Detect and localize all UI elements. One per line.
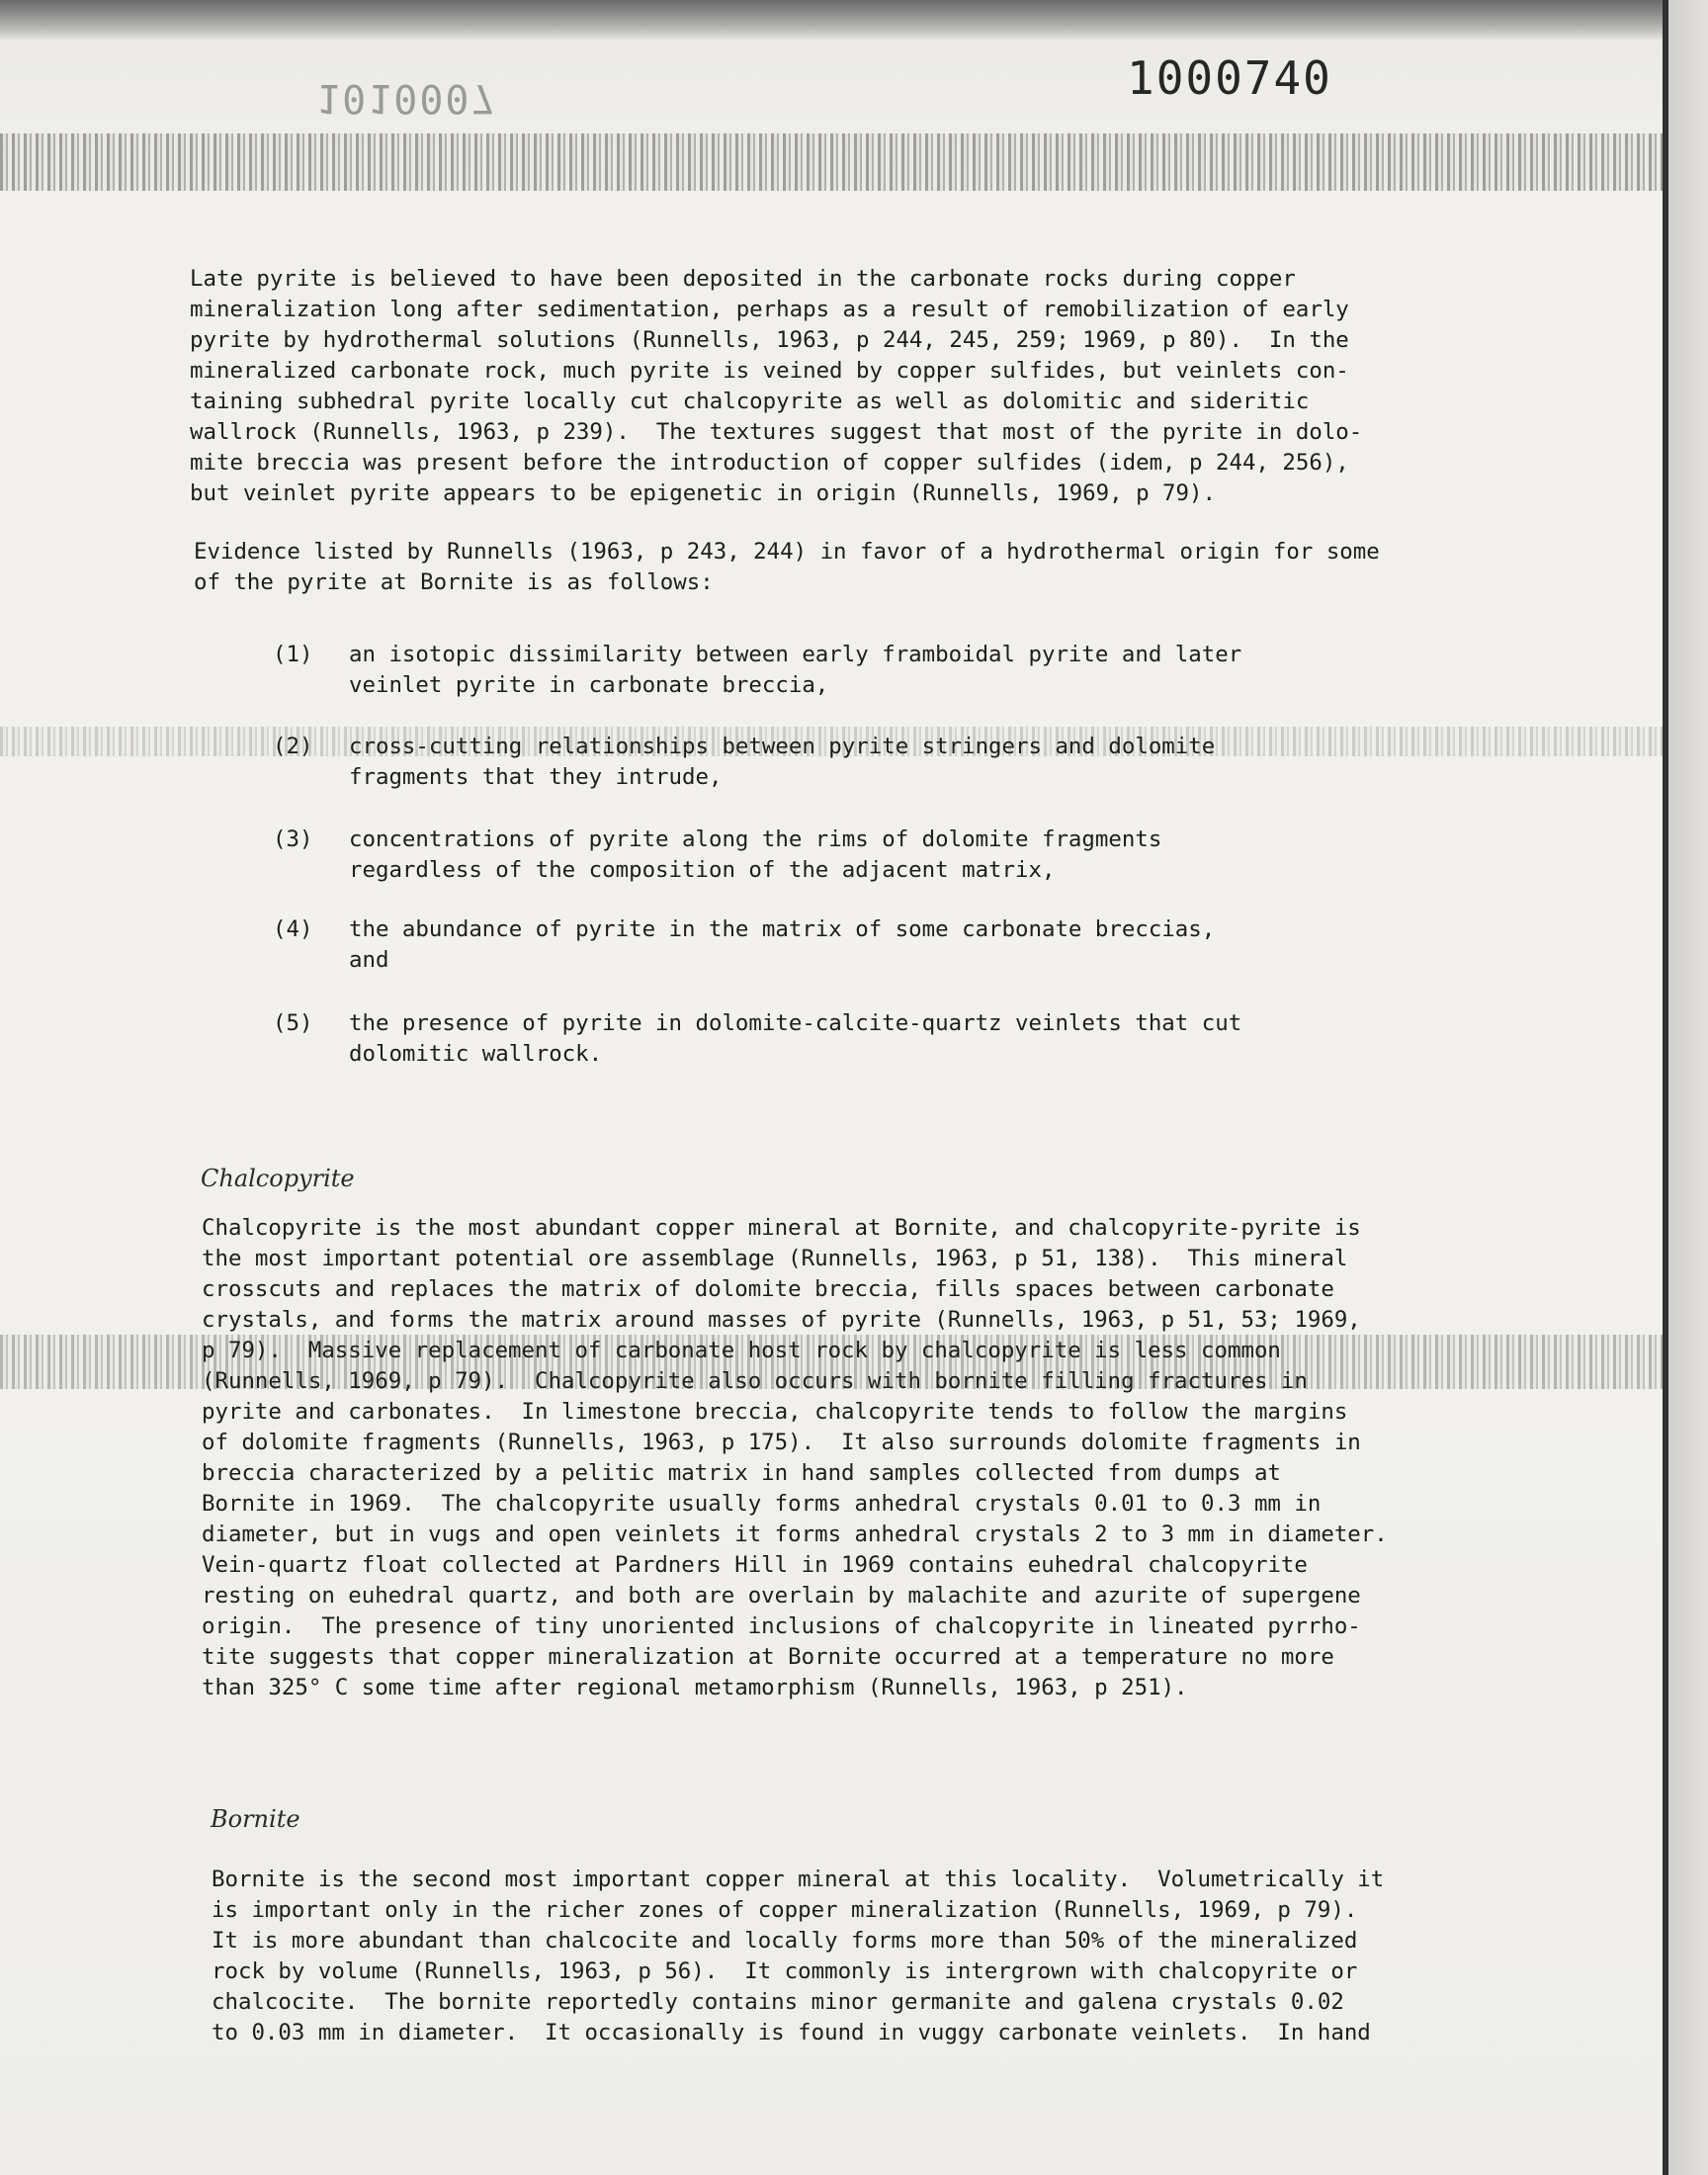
list-item-text	[349, 1008, 1241, 1070]
text-line: wallrock (Runnells, 1963, p 239). The textures suggest that most of the pyrite in dolo-	[190, 419, 1363, 445]
list-item-number: (3)	[273, 826, 313, 852]
text-line: but veinlet pyrite appears to be epigenetic in origin (Runnells, 1969, p 79).	[190, 480, 1216, 506]
text-line: of the pyrite at Bornite is as follows:	[194, 569, 714, 595]
text-line: Late pyrite is believed to have been deposited in the carbonate rocks during copper	[190, 266, 1296, 292]
paragraph-late-pyrite	[190, 264, 1362, 509]
text-line: mite breccia was present before the introduction of copper sulfides (idem, p 244, 256),	[190, 450, 1349, 476]
text-line: an isotopic dissimilarity between early framboidal pyrite and later	[349, 642, 1242, 667]
text-line: the presence of pyrite in dolomite-calcite-quartz veinlets that cut	[349, 1010, 1242, 1036]
text-line: It is more abundant than chalcocite and locally forms more than 50% of the mineralized	[212, 1928, 1358, 1954]
ghost-document-number: 1010007	[316, 75, 497, 121]
text-line: crystals, and forms the matrix around masses of pyrite (Runnells, 1963, p 51, 53; 1969,	[202, 1307, 1361, 1333]
list-item-text	[349, 825, 1161, 886]
text-line: tite suggests that copper mineralization at Bornite occurred at a temperature no more	[202, 1644, 1334, 1670]
paragraph-evidence	[194, 537, 1380, 598]
text-line: diameter, but in vugs and open veinlets it forms anhedral crystals 2 to 3 mm in diameter.	[202, 1522, 1388, 1547]
text-line: rock by volume (Runnells, 1963, p 56). It commonly is intergrown with chalcopyrite or	[212, 1958, 1358, 1984]
text-line: origin. The presence of tiny unoriented inclusions of chalcopyrite in lineated pyrrho-	[202, 1613, 1361, 1639]
paragraph-bornite	[212, 1865, 1384, 2048]
text-line: concentrations of pyrite along the rims of dolomite fragments	[349, 826, 1162, 852]
evidence-list-item	[273, 914, 1409, 978]
document-number: 1000740	[1127, 51, 1332, 105]
text-line: breccia characterized by a pelitic matrix in hand samples collected from dumps at	[202, 1460, 1281, 1486]
evidence-list-item	[273, 825, 1409, 888]
evidence-list-item	[273, 1008, 1409, 1072]
heading-chalcopyrite: Chalcopyrite	[201, 1165, 355, 1192]
text-line: Vein-quartz float collected at Pardners Hill in 1969 contains euhedral chalcopyrite	[202, 1552, 1308, 1578]
text-line: fragments that they intrude,	[349, 764, 723, 790]
text-line: chalcocite. The bornite reportedly contains minor germanite and galena crystals 0.02	[212, 1989, 1344, 2015]
text-line: mineralization long after sedimentation, perhaps as a result of remobilization of early	[190, 297, 1349, 322]
text-line: Chalcopyrite is the most abundant copper mineral at Bornite, and chalcopyrite-pyrite is	[202, 1215, 1361, 1241]
text-line: than 325° C some time after regional metamorphism (Runnells, 1963, p 251).	[202, 1675, 1188, 1700]
scan-top-shadow	[0, 0, 1708, 40]
list-item-number: (4)	[273, 916, 313, 942]
text-line: resting on euhedral quartz, and both are overlain by malachite and azurite of supergene	[202, 1583, 1361, 1609]
text-line: of dolomite fragments (Runnells, 1963, p 175). It also surrounds dolomite fragments in	[202, 1430, 1361, 1455]
list-item-text	[349, 914, 1215, 976]
text-line: regardless of the composition of the adjacent matrix,	[349, 857, 1056, 883]
text-line: pyrite by hydrothermal solutions (Runnells, 1963, p 244, 245, 259; 1969, p 80). In the	[190, 327, 1349, 353]
text-line: taining subhedral pyrite locally cut chalcopyrite as well as dolomitic and sideritic	[190, 389, 1310, 414]
evidence-list-item	[273, 640, 1409, 703]
text-line: Evidence listed by Runnells (1963, p 243, 244) in favor of a hydrothermal origin for some	[194, 539, 1380, 565]
list-item-text	[349, 640, 1241, 701]
text-line: mineralized carbonate rock, much pyrite is veined by copper sulfides, but veinlets con-	[190, 358, 1349, 384]
text-line: p 79). Massive replacement of carbonate host rock by chalcopyrite is less common	[202, 1338, 1281, 1363]
text-line: (Runnells, 1969, p 79). Chalcopyrite also occurs with bornite filling fractures in	[202, 1368, 1308, 1394]
evidence-list-item	[273, 732, 1409, 795]
text-line: Bornite is the second most important copper mineral at this locality. Volumetrically it	[212, 1867, 1385, 1892]
scan-noise-band-top	[0, 133, 1663, 191]
text-line: the most important potential ore assemblage (Runnells, 1963, p 51, 138). This mineral	[202, 1246, 1348, 1271]
text-line: cross-cutting relationships between pyrite stringers and dolomite	[349, 734, 1216, 759]
text-line: the abundance of pyrite in the matrix of some carbonate breccias,	[349, 916, 1216, 942]
text-line: veinlet pyrite in carbonate breccia,	[349, 672, 829, 698]
scan-margin	[1668, 0, 1708, 2175]
list-item-number: (1)	[273, 642, 313, 667]
text-line: pyrite and carbonates. In limestone breccia, chalcopyrite tends to follow the margins	[202, 1399, 1348, 1425]
list-item-text	[349, 732, 1215, 793]
paragraph-chalcopyrite	[202, 1213, 1388, 1703]
text-line: crosscuts and replaces the matrix of dolomite breccia, fills spaces between carbonate	[202, 1276, 1334, 1302]
text-line: Bornite in 1969. The chalcopyrite usually forms anhedral crystals 0.01 to 0.3 mm in	[202, 1491, 1322, 1517]
text-line: and	[349, 947, 389, 973]
text-line: to 0.03 mm in diameter. It occasionally is found in vuggy carbonate veinlets. In hand	[212, 2020, 1371, 2045]
text-line: dolomitic wallrock.	[349, 1041, 603, 1067]
list-item-number: (5)	[273, 1010, 313, 1036]
list-item-number: (2)	[273, 734, 313, 759]
text-line: is important only in the richer zones of copper mineralization (Runnells, 1969, p 79).	[212, 1897, 1358, 1923]
heading-bornite: Bornite	[211, 1805, 300, 1833]
